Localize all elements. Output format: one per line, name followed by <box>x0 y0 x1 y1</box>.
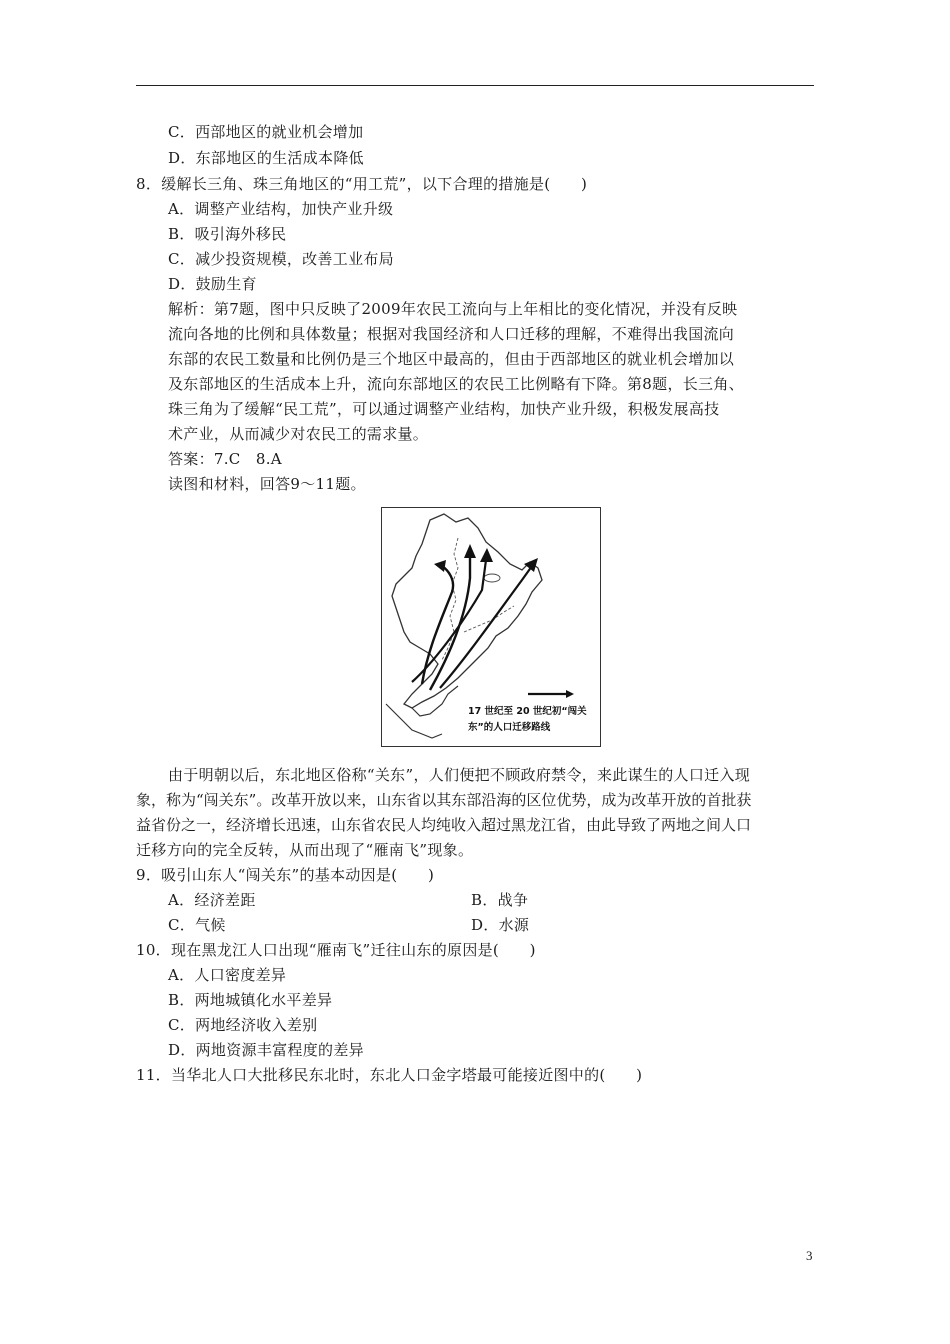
q11-stem: 11．当华北人口大批移民东北时，东北人口金字塔最可能接近图中的( ) <box>136 1066 643 1084</box>
q9-option-c: C．气候 <box>168 916 226 934</box>
lake <box>484 574 500 582</box>
legend-text-line-1: 17 世纪至 20 世纪初“闯关 <box>468 706 587 717</box>
material-line-1: 由于明朝以后，东北地区俗称“关东”，人们便把不顾政府禁令，来此谋生的人口迁入现 <box>168 766 751 784</box>
q9-option-b: B．战争 <box>471 891 529 909</box>
q9-stem: 9．吸引山东人“闯关东”的基本动因是( ) <box>136 866 435 884</box>
q8-option-d: D．鼓励生育 <box>168 275 257 293</box>
legend-text-line-2: 东”的人口迁移路线 <box>468 722 551 733</box>
q8-option-b: B．吸引海外移民 <box>168 225 287 243</box>
page-number: 3 <box>806 1248 813 1263</box>
q8-stem: 8．缓解长三角、珠三角地区的“用工荒”，以下合理的措施是( ) <box>136 175 588 193</box>
liaodong-coast <box>412 686 458 716</box>
q8-option-c: C．减少投资规模，改善工业布局 <box>168 250 394 268</box>
q9-option-d: D．水源 <box>471 916 530 934</box>
q9-option-a: A．经济差距 <box>168 891 256 909</box>
analysis-line-3: 东部的农民工数量和比例仍是三个地区中最高的，但由于西部地区的就业机会增加以 <box>168 350 735 368</box>
q10-option-d: D．两地资源丰富程度的差异 <box>168 1041 364 1059</box>
q8-option-a: A．调整产业结构，加快产业升级 <box>168 200 394 218</box>
arrowhead-central <box>464 544 476 558</box>
legend-arrowhead <box>566 690 574 698</box>
migration-route-east-inner <box>412 560 486 682</box>
shandong-peninsula <box>386 704 442 738</box>
arrowhead-west <box>434 560 446 572</box>
material-line-3: 益省份之一，经济增长迅速，山东省农民人均纯收入超过黑龙江省，由此导致了两地之间人口 <box>136 816 752 834</box>
q10-stem: 10．现在黑龙江人口出现“雁南飞”迁往山东的原因是( ) <box>136 941 536 959</box>
arrowhead-east-inner <box>480 548 493 562</box>
material-line-2: 象，称为“闯关东”。改革开放以来，山东省以其东部沿海的区位优势，成为改革开放的首批获 <box>136 791 752 809</box>
analysis-line-4: 及东部地区的生活成本上升，流向东部地区的农民工比例略有下降。第8题，长三角、 <box>168 375 744 393</box>
analysis-line-5: 珠三角为了缓解“民工荒”，可以通过调整产业结构，加快产业升级，积极发展高技 <box>168 400 720 418</box>
migration-map <box>381 507 601 747</box>
questions-intro: 读图和材料，回答9～11题。 <box>168 475 366 493</box>
analysis-line-1: 解析：第7题，图中只反映了2009年农民工流向与上年相比的变化情况，并没有反映 <box>168 300 738 318</box>
q7-option-c: C．西部地区的就业机会增加 <box>168 123 364 141</box>
header-rule <box>136 85 814 86</box>
q10-option-b: B．两地城镇化水平差异 <box>168 991 333 1009</box>
arrowhead-east <box>524 558 538 572</box>
analysis-line-2: 流向各地的比例和具体数量；根据对我国经济和人口迁移的理解，不难得出我国流向 <box>168 325 735 343</box>
analysis-line-6: 术产业，从而减少对农民工的需求量。 <box>168 425 429 443</box>
answer-line: 答案：7.C 8.A <box>168 450 282 468</box>
q10-option-c: C．两地经济收入差别 <box>168 1016 318 1034</box>
q7-option-d: D．东部地区的生活成本降低 <box>168 149 364 167</box>
inner-border-central <box>464 606 514 632</box>
q10-option-a: A．人口密度差异 <box>168 966 287 984</box>
material-line-4: 迁移方向的完全反转，从而出现了“雁南飞”现象。 <box>136 841 474 859</box>
